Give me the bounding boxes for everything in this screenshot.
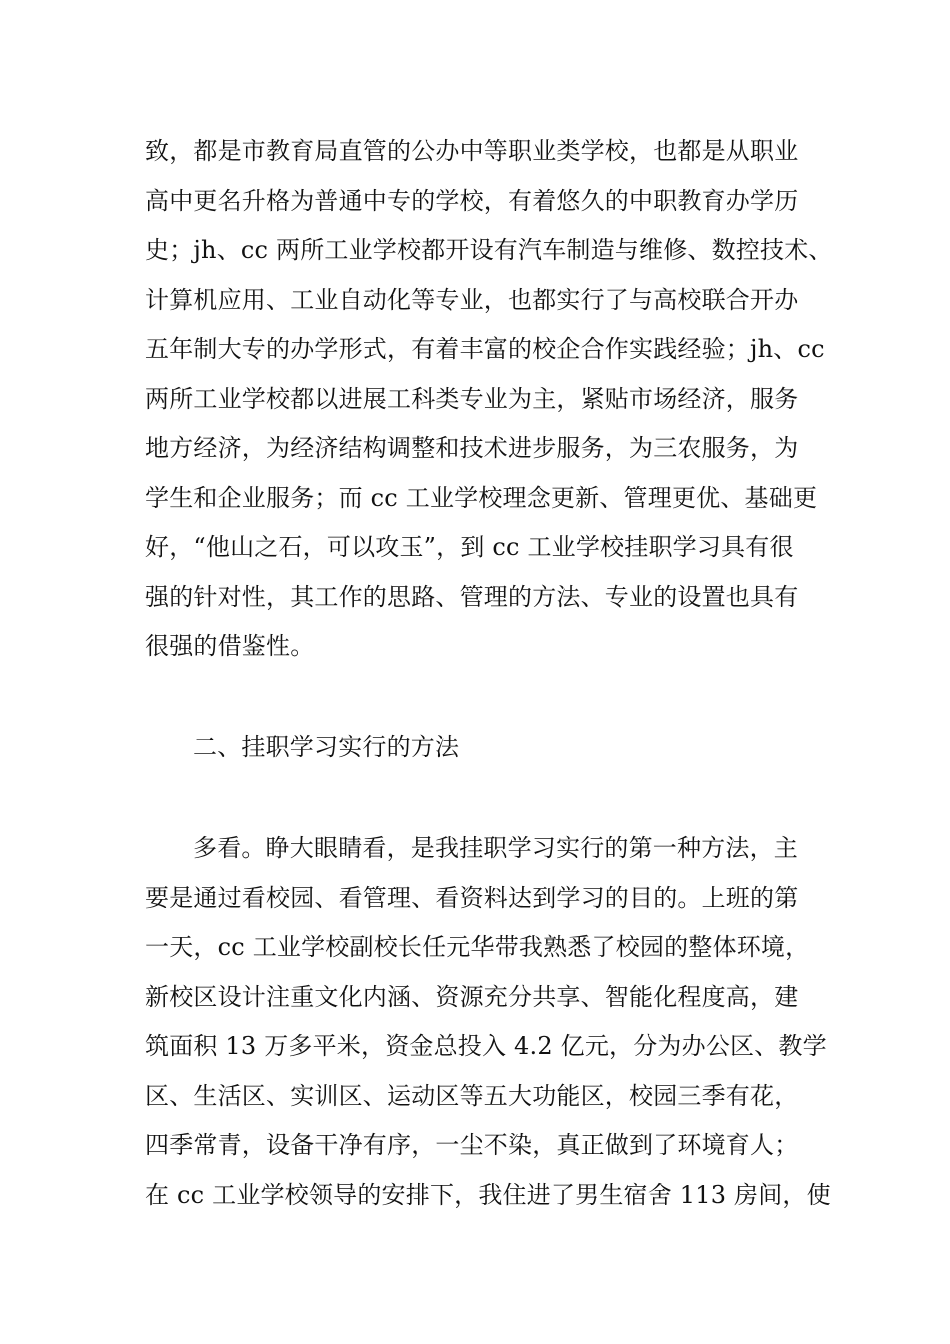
text-line: 学生和企业服务；而 cc 工业学校理念更新、管理更优、基础更 [145, 483, 818, 512]
text-line: 在 cc 工业学校领导的安排下，我住进了男生宿舍 113 房间，使 [145, 1180, 831, 1209]
text-line: 强的针对性，其工作的思路、管理的方法、专业的设置也具有 [145, 582, 799, 611]
text-line: 四季常青，设备干净有序，一尘不染，真正做到了环境育人； [145, 1131, 799, 1159]
text-line: 计算机应用、工业自动化等专业，也都实行了与高校联合开办 [145, 285, 799, 314]
section-heading [145, 723, 820, 773]
text-line: 地方经济，为经济结构调整和技术进步服务，为三农服务，为 [145, 434, 799, 462]
text-line: 很强的借鉴性。 [145, 632, 315, 660]
text-line: 五年制大专的办学形式，有着丰富的校企合作实践经验；jh、cc [145, 335, 825, 363]
text-line: 区、生活区、实训区、运动区等五大功能区，校园三季有花， [145, 1081, 799, 1110]
text-line: 两所工业学校都以进展工科类专业为主，紧贴市场经济，服务 [145, 384, 799, 413]
text-line: 新校区设计注重文化内涵、资源充分共享、智能化程度高，建 [145, 982, 799, 1011]
paragraph-body-2 [145, 824, 831, 1220]
text-line: 好，“他山之石，可以攻玉”，到 cc 工业学校挂职学习具有很 [145, 533, 794, 561]
text-line: 史；jh、cc 两所工业学校都开设有汽车制造与维修、数控技术、 [145, 236, 833, 264]
text-line: 一天，cc 工业学校副校长任元华带我熟悉了校园的整体环境， [145, 933, 810, 961]
text-line: 致，都是市教育局直管的公办中等职业类学校，也都是从职业 [145, 137, 799, 165]
text-line: 高中更名升格为普通中专的学校，有着悠久的中职教育办学历 [145, 186, 799, 215]
section-heading-text: 二、挂职学习实行的方法 [193, 733, 460, 761]
text-line: 要是通过看校园、看管理、看资料达到学习的目的。上班的第 [145, 883, 799, 912]
paragraph-body-1 [145, 127, 833, 672]
text-line: 多看。睁大眼睛看，是我挂职学习实行的第一种方法，主 [193, 834, 798, 862]
text-line: 筑面积 13 万多平米，资金总投入 4.2 亿元，分为办公区、教学 [145, 1032, 827, 1060]
